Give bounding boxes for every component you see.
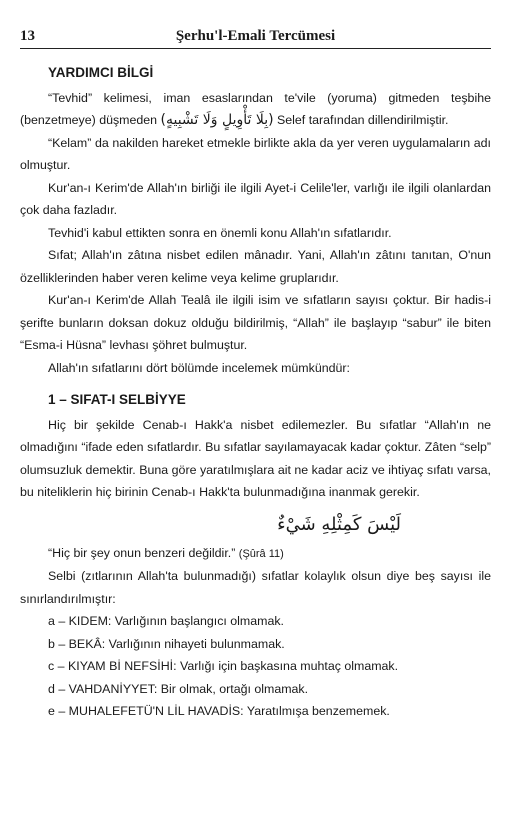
- paragraph-text: Selef tarafından dillendirilmiştir.: [273, 113, 449, 127]
- paragraph-selbiyye: Hiç bir şekilde Cenab-ı Hakk'a nisbet edilemezler. Bu sıfatlar “Allah'ın ne olmadığını “ifade eden sıfatlardır. Bu sıfatlar sayılamayacak kadar çoktur. Zâten “selp” olumsuzluk demektir. Buna göre yaratılmışlara ait ne kadar aciz ve ihtiyaç sıfatı varsa, bu niteliklerin hiç birinin Cenab-ı Hakk'ta bulunmadığına inanmak gerekir.: [20, 417, 491, 499]
- list-item: [20, 678, 491, 701]
- list-item-term: KIYAM Bİ NEFSİHİ:: [67, 659, 177, 673]
- arabic-phrase: (بِلَا تَأْوِيلٍ وَلَا تَشْبِيهٍ): [160, 112, 274, 128]
- paragraph-sifat-tanim: Sıfat; Allah'ın zâtına nisbet edilen mânadır. Yani, Allah'ın zâtını tanıtan, O'nun özelliklerinden haber veren kelime veya kelime gruplarıdır.: [20, 248, 491, 285]
- paragraph-bes-sifat: Selbi (zıtlarının Allah'ta bulunmadığı) sıfatlar kolaylık olsun diye beş sayısı ile sınırlandırılmıştır:: [20, 569, 491, 606]
- list-item-prefix: c –: [48, 659, 68, 673]
- list-item-term: BEKÂ:: [68, 636, 106, 651]
- list-item: [20, 633, 491, 656]
- list-item-desc: Varlığının başlangıcı olmamak.: [111, 614, 284, 628]
- paragraph-tevhid: [20, 87, 491, 132]
- paragraph-sifatlar: Tevhid'i kabul ettikten sonra en önemli konu Allah'ın sıfatlarıdır.: [48, 225, 392, 240]
- section-heading-yardimci-bilgi: YARDIMCI BİLGİ: [48, 65, 154, 80]
- page-header: [20, 26, 491, 49]
- list-item-prefix: a –: [48, 614, 69, 628]
- page-number: 13: [20, 28, 35, 44]
- paragraph-esma-i-husna: Kur'an-ı Kerim'de Allah Tealâ ile ilgili isim ve sıfatların sayısı çoktur. Bir hadis-i şerifte bunların doksan dokuz olduğu bildirilmiş, “Allah” ile başlayıp “sabur” ile biten “Esma-i Hüsna” levhası şöhret bulmuştur.: [20, 293, 491, 352]
- list-item-prefix: d –: [48, 681, 69, 696]
- translation-text: “Hiç bir şey onun benzeri değildir.”: [48, 545, 236, 560]
- paragraph-text: “Tevhid” kelimesi, iman esaslarından te'vile (yoruma) gitmeden teşbihe (benzetmeye) düşmeden: [20, 90, 491, 127]
- list-item-term: MUHALEFETÜ'N LİL HAVADİS:: [68, 704, 244, 718]
- paragraph-ayet: Kur'an-ı Kerim'de Allah'ın birliği ile ilgili Ayet-i Celile'ler, varlığı ile ilgili olanlardan çok daha fazladır.: [20, 180, 491, 217]
- list-item-prefix: b –: [48, 636, 69, 651]
- list-item-prefix: e –: [48, 704, 69, 718]
- list-item-desc: Bir olmak, ortağı olmamak.: [157, 681, 309, 696]
- paragraph-dort-bolum: Allah'ın sıfatlarını dört bölümde incelemek mümkündür:: [48, 360, 350, 375]
- list-item: [20, 655, 491, 678]
- list-item-term: KIDEM:: [68, 614, 112, 628]
- list-item: [20, 610, 491, 633]
- list-item-desc: Yaratılmışa benzememek.: [243, 704, 390, 718]
- running-title: Şerhu'l-Emali Tercümesi: [175, 28, 336, 44]
- section-heading-sifat-i-selbiyye: 1 – SIFAT-I SELBİYYE: [48, 392, 186, 407]
- verse-translation: [20, 542, 491, 566]
- verse-source: (Şûrâ 11): [238, 547, 284, 560]
- arabic-verse: لَيْسَ كَمِثْلِهِ شَيْءٌ: [277, 513, 401, 535]
- page-body: [20, 62, 491, 723]
- list-item-desc: Varlığının nihayeti bulunmamak.: [105, 636, 285, 651]
- paragraph-kelam: “Kelam” da nakilden hareket etmekle birlikte akla da yer veren uygulamaların adı olmuştur.: [20, 135, 491, 172]
- list-item-desc: Varlığı için başkasına muhtaç olmamak.: [176, 659, 399, 673]
- list-item-term: VAHDANİYYET:: [68, 681, 158, 696]
- list-item: [20, 700, 491, 723]
- selbi-sifat-list: [20, 610, 491, 723]
